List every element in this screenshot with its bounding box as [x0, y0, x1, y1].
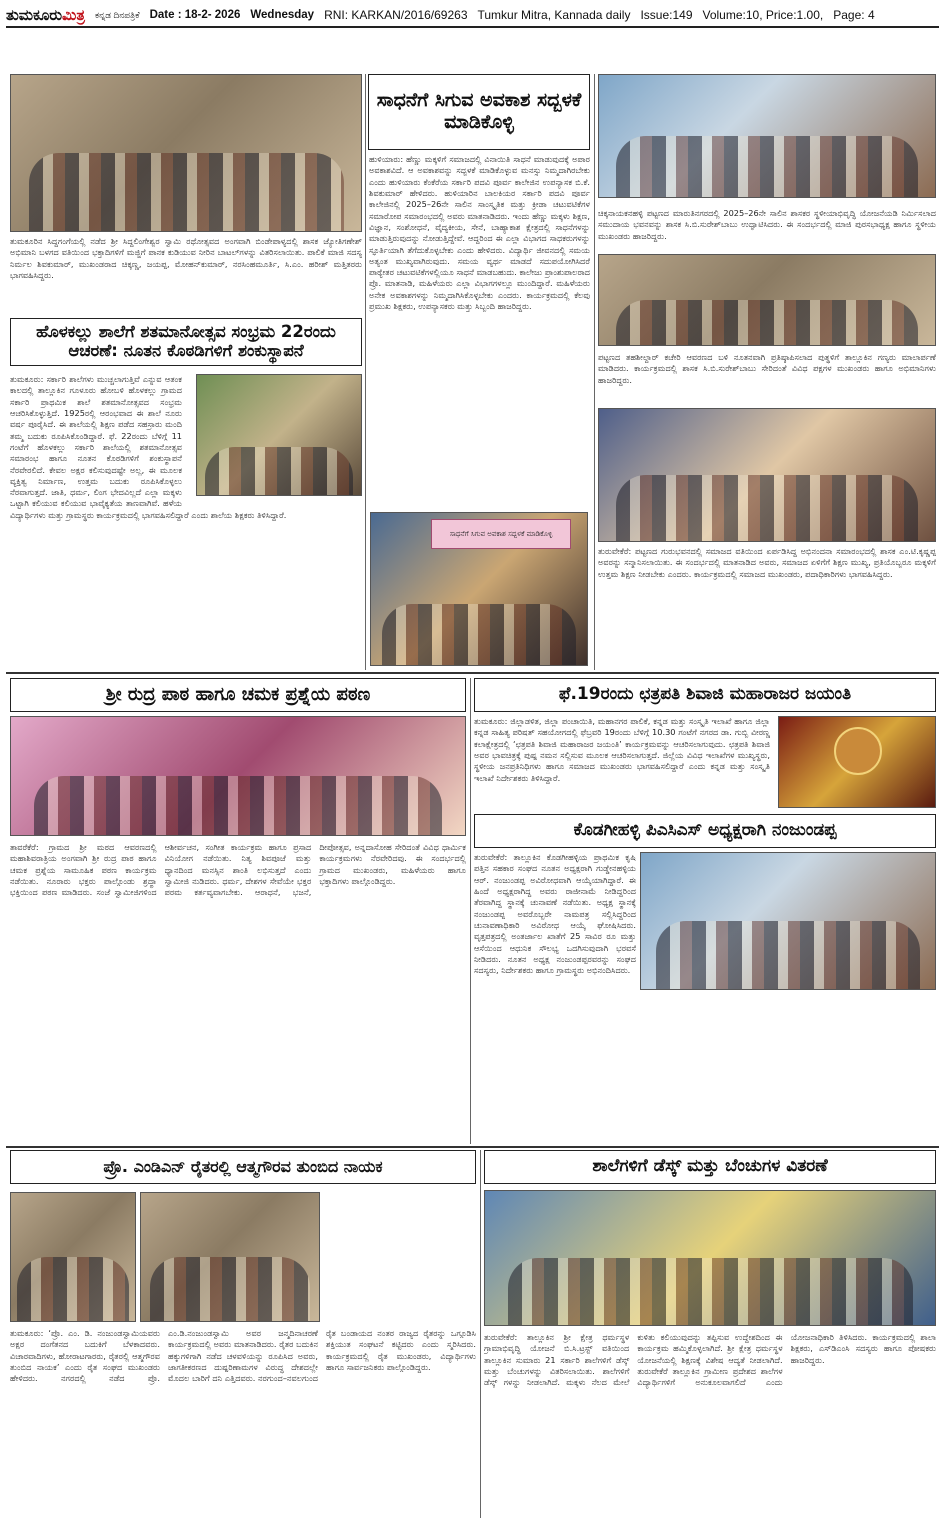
paper-name: Tumkur Mitra, Kannada daily [477, 8, 631, 22]
opportunity-headline: ಸಾಧನೆಗೆ ಸಿಗುವ ಅವಕಾಶ ಸದ್ಬಳಕೆ ಮಾಡಿಕೊಳ್ಳಿ [368, 74, 590, 150]
page-number: Page: 4 [833, 8, 875, 22]
desks-body: ತುರುವೇಕೆರೆ: ತಾಲ್ಲೂಕಿನ ಶ್ರೀ ಕ್ಷೇತ್ರ ಧರ್ಮಸ್ಥಳ ಗ್ರಾಮಾಭಿವೃದ್ಧಿ ಯೋಜನೆ ಬಿ.ಸಿ.ಟ್ರಸ್ಟ್ ವತಿಯಿಂದ ತಾಲ್ಲೂಕಿನ ಸುಮಾರು 21 ಸರ್ಕಾರಿ ಶಾಲೆಗಳಿಗೆ ಡೆಸ್ಕ್ ಮತ್ತು ಬೆಂಚುಗಳನ್ನು ವಿತರಿಸಲಾಯಿತು. ಶಾಲೆಗಳಿಗೆ ಡೆಸ್ಕ್ ಗಳನ್ನು ನೀಡಲಾಗಿದೆ. ಮಕ್ಕಳು ನೆಲದ ಮೇಲೆ ಕುಳಿತು ಕಲಿಯುವುದನ್ನು ತಪ್ಪಿಸುವ ಉದ್ದೇಶದಿಂದ ಈ ಕಾರ್ಯಕ್ರಮ ಹಮ್ಮಿಕೊಳ್ಳಲಾಗಿದೆ. ಶ್ರೀ ಕ್ಷೇತ್ರ ಧರ್ಮಸ್ಥಳ ಯೋಜನೆಯಲ್ಲಿ ಶಿಕ್ಷಣಕ್ಕೆ ವಿಶೇಷ ಆದ್ಯತೆ ನೀಡಲಾಗಿದೆ. ತುರುವೇಕೆರೆ ತಾಲ್ಲೂಕಿನ ಗ್ರಾಮೀಣ ಪ್ರದೇಶದ ಶಾಲೆಗಳ ವಿದ್ಯಾರ್ಥಿಗಳಿಗೆ ಅನುಕೂಲವಾಗಲಿದೆ ಎಂದು ಯೋಜನಾಧಿಕಾರಿ ತಿಳಿಸಿದರು. ಕಾರ್ಯಕ್ರಮದಲ್ಲಿ ಶಾಲಾ ಶಿಕ್ಷಕರು, ಎಸ್‌ಡಿಎಂಸಿ ಸದಸ್ಯರು ಹಾಗೂ ಪೋಷಕರು ಹಾಜರಿದ್ದರು. [484, 1332, 936, 1388]
community-hall-caption: ಚಿಕ್ಕನಾಯಕನಹಳ್ಳಿ ಪಟ್ಟಣದ ಮಾರುತಿನಗರದಲ್ಲಿ 2025–26ನೇ ಸಾಲಿನ ಶಾಸಕರ ಸ್ಥಳೀಯಾಭಿವೃದ್ಧಿ ಯೋಜನೆಯಡಿ ನಿರ್ಮಿಸಲಾದ ಸಮುದಾಯ ಭವನವನ್ನು ಶಾಸಕ ಸಿ.ಬಿ.ಸುರೇಶ್‌ಬಾಬು ಉದ್ಘಾಟಿಸಿದರು. ಈ ಸಂದರ್ಭದಲ್ಲಿ ಮಾಜಿ ಪುರಸಭಾಧ್ಯಕ್ಷ ಹಾಗೂ ಸ್ಥಳೀಯ ಮುಖಂಡರು ಹಾಜರಿದ್ದರು. [598, 208, 936, 241]
column-rule-2 [594, 74, 595, 670]
section-divider-2 [6, 1146, 939, 1148]
shivaji-portrait-photo [778, 716, 936, 808]
festival-photo [10, 74, 362, 232]
masthead [6, 4, 939, 28]
school-headline: ಹೊಳಕಲ್ಲು ಶಾಲೆಗೆ ಶತಮಾನೋತ್ಸವ ಸಂಭ್ರಮ 22ರಂದು ಆಚರಣೆ: ನೂತನ ಕೊಠಡಿಗಳಿಗೆ ಶಂಕುಸ್ಥಾಪನೆ [10, 318, 362, 366]
rni-number: RNI: KARKAN/2016/69263 [324, 8, 468, 22]
felicitation-group-photo [598, 408, 936, 542]
farmers-headline: ಪ್ರೊ. ಎಂಡಿಎನ್ ರೈತರಲ್ಲಿ ಆತ್ಮಗೌರವ ತುಂಬಿದ ನಾಯಕ [10, 1150, 476, 1184]
rudra-body: ತಾವರೆಕೆರೆ: ಗ್ರಾಮದ ಶ್ರೀ ಮಠದ ಆವರಣದಲ್ಲಿ ಮಹಾಶಿವರಾತ್ರಿಯ ಅಂಗವಾಗಿ ಶ್ರೀ ರುದ್ರ ಪಾಠ ಹಾಗೂ ಚಮಕ ಪ್ರಶ್ನೆಯ ಸಾಮೂಹಿಕ ಪಠಣ ಕಾರ್ಯಕ್ರಮ ನಡೆಯಿತು. ನೂರಾರು ಭಕ್ತರು ಪಾಲ್ಗೊಂಡು ಶ್ರದ್ಧಾ ಭಕ್ತಿಯಿಂದ ಪಠಣ ಮಾಡಿದರು. ಸಂಜೆ ಸ್ವಾಮೀಜಿಗಳಿಂದ ಆಶೀರ್ವಚನ, ಸಂಗೀತ ಕಾರ್ಯಕ್ರಮ ಹಾಗೂ ಪ್ರಸಾದ ವಿನಿಯೋಗ ನಡೆಯಿತು. ನಿತ್ಯ ಶಿವಪೂಜೆ ಮತ್ತು ಧ್ಯಾನದಿಂದ ಮನಸ್ಸಿನ ಶಾಂತಿ ಲಭಿಸುತ್ತದೆ ಎಂದು ಸ್ವಾಮೀಜಿ ನುಡಿದರು. ಧರ್ಮ, ದೇಶಗಳ ಸೇವೆಯೇ ಭಕ್ತರ ಪರಮ ಕರ್ತವ್ಯವಾಗಬೇಕು. ಆರಾಧನೆ, ಭಜನೆ, ದೀಪೋತ್ಸವ, ಅನ್ನದಾಸೋಹ ಸೇರಿದಂತೆ ವಿವಿಧ ಧಾರ್ಮಿಕ ಕಾರ್ಯಕ್ರಮಗಳು ನೆರವೇರಿದವು. ಈ ಸಂದರ್ಭದಲ್ಲಿ ಗ್ರಾಮದ ಮುಖಂಡರು, ಮಹಿಳೆಯರು ಹಾಗೂ ಭಕ್ತಾದಿಗಳು ಪಾಲ್ಗೊಂಡಿದ್ದರು. [10, 842, 466, 898]
school-body-text: ತುಮಕೂರು: ಸರ್ಕಾರಿ ಶಾಲೆಗಳು ಮುಚ್ಚಲಾಗುತ್ತಿವೆ ಎನ್ನುವ ಆತಂಕ ಕಾಲದಲ್ಲಿ ತಾಲ್ಲೂಕಿನ ಗೂಳೂರು ಹೋಬಳಿ ಹೊಳಕಲ್ಲು ಗ್ರಾಮದ ಸರ್ಕಾರಿ ಪ್ರಾಥಮಿಕ ಶಾಲೆ ಶತಮಾನೋತ್ಸವದ ಸಂಭ್ರಮ ಆಚರಿಸಿಕೊಳ್ಳುತ್ತಿದೆ. 1925ರಲ್ಲಿ ಆರಂಭವಾದ ಈ ಶಾಲೆ ನೂರು ವರ್ಷ ಪೂರೈಸಿದೆ. ಈ ಶಾಲೆಯಲ್ಲಿ ಶಿಕ್ಷಣ ಪಡೆದ ಸಹಸ್ರಾರು ಮಂದಿ ತಮ್ಮ ಬದುಕು ರೂಪಿಸಿಕೊಂಡಿದ್ದಾರೆ. ಫೆ. 22ರಂದು ಬೆಳಿಗ್ಗೆ 11 ಗಂಟೆಗೆ ಹೊಳಕಲ್ಲು ಸರ್ಕಾರಿ ಶಾಲೆಯಲ್ಲಿ ಶತಮಾನೋತ್ಸವ ಸಮಾರಂಭ ಹಾಗೂ ನೂತನ ಕೊಠಡಿಗಳಿಗೆ ಶಂಕುಸ್ಥಾಪನೆ ನೆರವೇರಲಿದೆ. ಕೇವಲ ಅಕ್ಷರ ಕಲಿಸುವುದಷ್ಟೇ ಅಲ್ಲ, ಈ ಮೂಲಕ ವ್ಯಕ್ತಿತ್ವ ನಿರ್ಮಾಣ, ಉತ್ತಮ ಬದುಕು ರೂಪಿಸಿಕೊಳ್ಳಲು ನೆರವಾಗುತ್ತದೆ. ಜಾತಿ, ಧರ್ಮ, ಲಿಂಗ ಭೇದವಿಲ್ಲದೆ ಎಲ್ಲಾ ಮಕ್ಕಳು ಒಟ್ಟಾಗಿ ಕಲಿಯುವ ಕಲಿಯುವ ಭಾವೈಕ್ಯತೆಯ ತಾಣವಾಗಿವೆ. ಹಳೆಯ ವಿದ್ಯಾರ್ಥಿಗಳು ಮತ್ತು ಗ್ರಾಮಸ್ಥರು ಕಾರ್ಯಕ್ರಮದಲ್ಲಿ ಭಾಗವಹಿಸಲಿದ್ದಾರೆ ಎಂದು ಶಾಲೆಯ ಶಿಕ್ಷಕರು ತಿಳಿಸಿದ್ದಾರೆ. [10, 374, 287, 520]
weekday: Wednesday [250, 9, 315, 21]
pacs-body-text: ತುರುವೇಕೆರೆ: ತಾಲ್ಲೂಕಿನ ಕೊಡಗೀಹಳ್ಳಿಯ ಪ್ರಾಥಮಿಕ ಕೃಷಿ ಪತ್ತಿನ ಸಹಕಾರ ಸಂಘದ ನೂತನ ಅಧ್ಯಕ್ಷರಾಗಿ ಗುಡ್ಡೇನಹಳ್ಳಿಯ ಆರ್. ನಂಜುಂಡಪ್ಪ ಅವಿರೋಧವಾಗಿ ಆಯ್ಕೆಯಾಗಿದ್ದಾರೆ. ಈ ಹಿಂದೆ ಅಧ್ಯಕ್ಷರಾಗಿದ್ದ ಅವರು ರಾಜೀನಾಮೆ ನೀಡಿದ್ದರಿಂದ ತೆರವಾಗಿದ್ದ ಸ್ಥಾನಕ್ಕೆ ಚುನಾವಣೆ ನಡೆಯಿತು. ಅಧ್ಯಕ್ಷ ಸ್ಥಾನಕ್ಕೆ ನಂಜುಂಡಪ್ಪ ಅವರೊಬ್ಬರೇ ನಾಮಪತ್ರ ಸಲ್ಲಿಸಿದ್ದರಿಂದ ಚುನಾವಣಾಧಿಕಾರಿ ಅವಿರೋಧ ಆಯ್ಕೆ ಘೋಷಿಸಿದರು. ವೃತ್ತಪತ್ರದಲ್ಲಿ ಅಂತರ್ಜಾಲ ಖಾತೆಗೆ 25 ಸಾವಿರ ರೂ ಮತ್ತು ಆಸೆಯಿಂದ ಆಧುನಿಕ ಸೌಲಭ್ಯ ಒದಗಿಸುವುದಾಗಿ ಭರವಸೆ ನೀಡಿದರು. ನೂತನ ಅಧ್ಯಕ್ಷ ನಂಜುಂಡಪ್ಪರವರನ್ನು ಸಂಘದ ಸದಸ್ಯರು, ನಿರ್ದೇಶಕರು ಹಾಗೂ ಗ್ರಾಮಸ್ಥರು ಅಭಿನಂದಿಸಿದರು. [474, 852, 636, 976]
section-divider [6, 672, 939, 674]
community-hall-photo [598, 74, 936, 198]
shivaji-headline: ಫೆ.19ರಂದು ಛತ್ರಪತಿ ಶಿವಾಜಿ ಮಹಾರಾಜರ ಜಯಂತಿ [474, 678, 936, 712]
rudra-headline: ಶ್ರೀ ರುದ್ರ ಪಾಠ ಹಾಗೂ ಚಮಕ ಪ್ರಶ್ನೆಯ ಪಠಣ [10, 678, 466, 712]
event-banner: ಸಾಧನೆಗೆ ಸಿಗುವ ಅವಕಾಶ ಸದ್ಬಳಕೆ ಮಾಡಿಕೊಳ್ಳಿ [431, 519, 571, 549]
statue-garland-caption: ಪಟ್ಟಣದ ತಹಶೀಲ್ದಾರ್ ಕಚೇರಿ ಆವರಣದ ಬಳಿ ನೂತನವಾಗಿ ಪ್ರತಿಷ್ಠಾಪಿಸಲಾದ ಪುತ್ಥಳಿಗೆ ತಾಲ್ಲೂಕಿನ ಗಣ್ಯರು ಮಾಲಾರ್ಪಣೆ ಮಾಡಿದರು. ಕಾರ್ಯಕ್ರಮದಲ್ಲಿ ಶಾಸಕ ಸಿ.ಬಿ.ಸುರೇಶ್‌ಬಾಬು ಸೇರಿದಂತೆ ವಿವಿಧ ಪಕ್ಷಗಳ ಮುಖಂಡರು ಹಾಗೂ ಅಭಿಮಾನಿಗಳು ಹಾಜರಿದ್ದರು. [598, 352, 936, 385]
college-event-photo [370, 512, 588, 666]
felicitation-caption: ತುರುವೇಕೆರೆ: ಪಟ್ಟಣದ ಗುರುಭವನದಲ್ಲಿ ಸಮಾಜದ ವತಿಯಿಂದ ಏರ್ಪಡಿಸಿದ್ದ ಅಭಿನಂದನಾ ಸಮಾರಂಭದಲ್ಲಿ ಶಾಸಕ ಎಂ.ಟಿ.ಕೃಷ್ಣಪ್ಪ ಅವರನ್ನು ಸನ್ಮಾನಿಸಲಾಯಿತು. ಈ ಸಂದರ್ಭದಲ್ಲಿ ಮಾತನಾಡಿದ ಅವರು, ಸಮಾಜದ ಏಳಿಗೆಗೆ ಶಿಕ್ಷಣ ಮುಖ್ಯ, ಪ್ರತಿಯೊಬ್ಬರೂ ಮಕ್ಕಳಿಗೆ ಉತ್ತಮ ಶಿಕ್ಷಣ ನೀಡಬೇಕು ಎಂದರು. ಕಾರ್ಯಕ್ರಮದಲ್ಲಿ ಸಮಾಜದ ಮುಖಂಡರು, ಪದಾಧಿಕಾರಿಗಳು ಭಾಗವಹಿಸಿದ್ದರು. [598, 546, 936, 579]
column-rule-4 [480, 1150, 481, 1518]
pacs-body [474, 852, 936, 1142]
festival-caption: ತುಮಕೂರಿನ ಸಿದ್ದಗಂಗೆಯಲ್ಲಿ ನಡೆದ ಶ್ರೀ ಸಿದ್ದಲಿಂಗೇಶ್ವರ ಸ್ವಾಮಿ ರಥೋತ್ಸವದ ಅಂಗವಾಗಿ ಬಿಂಡೇಪಾಳ್ಯದಲ್ಲಿ ಶಾಸಕ ಜ್ಯೋತಿಗಣೇಶ್ ಅಭಿಮಾನಿ ಬಳಗದ ವತಿಯಿಂದ ಭಕ್ತಾದಿಗಳಿಗೆ ಮಜ್ಜಿಗೆ ಪಾನಕ ಕುಡಿಯುವ ನೀರಿನ ಬಾಟಲ್‌ಗಳನ್ನು ವಿತರಿಸಲಾಯಿತು. ಪಾಲಿಕೆ ಮಾಜಿ ಸದಸ್ಯ ನಿರ್ಮಲ ಶಿವಕುಮಾರ್, ಮುಖಂಡರಾದ ಚಿಕ್ಕಣ್ಣ, ಜಯಪ್ಪ, ಮೋಹನ್‌ಕುಮಾರ್, ನರಸಿಂಹಮೂರ್ತಿ, ಸಿ.ಎಂ. ಹರೀಶ್ ಮತ್ತಿತರರು ಭಾಗವಹಿಸಿದ್ದರು. [10, 236, 362, 280]
shivaji-body: ತುಮಕೂರು: ಜಿಲ್ಲಾಡಳಿತ, ಜಿಲ್ಲಾ ಪಂಚಾಯಿತಿ, ಮಹಾನಗರ ಪಾಲಿಕೆ, ಕನ್ನಡ ಮತ್ತು ಸಂಸ್ಕೃತಿ ಇಲಾಖೆ ಹಾಗೂ ಜಿಲ್ಲಾ ಕನ್ನಡ ಸಾಹಿತ್ಯ ಪರಿಷತ್ ಸಹಯೋಗದಲ್ಲಿ ಫೆಬ್ರವರಿ 19ರಂದು ಬೆಳಿಗ್ಗೆ 10.30 ಗಂಟೆಗೆ ನಗರದ ಡಾ. ಗುಬ್ಬಿ ವೀರಣ್ಣ ಕಲಾಕ್ಷೇತ್ರದಲ್ಲಿ ‘ಛತ್ರಪತಿ ಶಿವಾಜಿ ಮಹಾರಾಜರ ಜಯಂತಿ’ ಕಾರ್ಯಕ್ರಮವನ್ನು ಆಚರಿಸಲಾಗುವುದು. ಛತ್ರಪತಿ ಶಿವಾಜಿ ಅವರ ಭಾವಚಿತ್ರಕ್ಕೆ ಪುಷ್ಪ ನಮನ ಸಲ್ಲಿಸುವ ಮೂಲಕ ಆಚರಿಸಲಾಗುತ್ತದೆ. ಜಿಲ್ಲೆಯ ವಿವಿಧ ಇಲಾಖೆಗಳ ಮುಖ್ಯಸ್ಥರು, ಸ್ಥಳೀಯ ಜನಪ್ರತಿನಿಧಿಗಳು ಹಾಗೂ ಸಮಾಜದ ಮುಖಂಡರು ಭಾಗವಹಿಸಲಿದ್ದಾರೆ ಎಂದು ಕನ್ನಡ ಮತ್ತು ಸಂಸ್ಕೃತಿ ಇಲಾಖೆ ನಿರ್ದೇಶಕರು ತಿಳಿಸಿದ್ದಾರೆ. [474, 716, 770, 783]
column-rule-3 [470, 678, 471, 1144]
farmers-body: ತುಮಕೂರು: ‘ಪ್ರೊ. ಎಂ. ಡಿ. ನಂಜುಂಡಸ್ವಾಮಿಯವರು ಅಕ್ಷರ ದಂಗೆತನದ ಬದುಕಿಗೆ ಬೆಳಕಾದವರು. ವಿಚಾರವಾದಿಗಳು, ಹೋರಾಟಗಾರರು, ರೈತರಲ್ಲಿ ಆತ್ಮಗೌರವ ತುಂಬಿದ ನಾಯಕ’ ಎಂದು ರೈತ ಸಂಘದ ಮುಖಂಡರು ಹೇಳಿದರು. ನಗರದಲ್ಲಿ ನಡೆದ ಪ್ರೊ. ಎಂ.ಡಿ.ನಂಜುಂಡಸ್ವಾಮಿ ಅವರ ಜನ್ಮದಿನಾಚರಣೆ ಕಾರ್ಯಕ್ರಮದಲ್ಲಿ ಅವರು ಮಾತನಾಡಿದರು. ರೈತರ ಬದುಕಿನ ಹಕ್ಕುಗಳಿಗಾಗಿ ನಡೆದ ಚಳವಳಿಯನ್ನು ರೂಪಿಸಿದ ಅವರು, ಜಾಗತೀಕರಣದ ದುಷ್ಪರಿಣಾಮಗಳ ವಿರುದ್ಧ ದೇಶದಲ್ಲೇ ಮೊದಲ ಬಾರಿಗೆ ದನಿ ಎತ್ತಿದವರು. ನರಗುಂದ–ನವಲಗುಂದ ರೈತ ಬಂಡಾಯದ ನಂತರ ರಾಜ್ಯದ ರೈತರನ್ನು ಒಗ್ಗೂಡಿಸಿ ಶಕ್ತಿಯುತ ಸಂಘಟನೆ ಕಟ್ಟಿದರು ಎಂದು ಸ್ಮರಿಸಿದರು. ಕಾರ್ಯಕ್ರಮದಲ್ಲಿ ರೈತ ಮುಖಂಡರು, ವಿದ್ಯಾರ್ಥಿಗಳು ಹಾಗೂ ಸಾರ್ವಜನಿಕರು ಪಾಲ್ಗೊಂಡಿದ್ದರು. [10, 1328, 476, 1384]
pacs-headline: ಕೊಡಗೀಹಳ್ಳಿ ಪಿಎಸಿಎಸ್ ಅಧ್ಯಕ್ಷರಾಗಿ ನಂಜುಂಡಪ್ಪ [474, 814, 936, 848]
issue-number: Issue:149 [640, 8, 693, 22]
newspaper-logo: ತುಮಕೂರುಮಿತ್ರ [6, 6, 85, 24]
desks-distribution-photo [484, 1190, 936, 1326]
school-body [10, 374, 362, 666]
rudra-chanting-photo [10, 716, 466, 836]
statue-garland-photo [598, 254, 936, 346]
issue-date: Date : 18-2- 2026 [149, 9, 241, 21]
opportunity-body: ಹುಳಿಯಾರು: ಹೆಣ್ಣು ಮಕ್ಕಳಿಗೆ ಸಮಾಜದಲ್ಲಿ ವಿನಾಯಿತಿ ಸಾಧನೆ ಮಾಡುವುದಕ್ಕೆ ಅಪಾರ ಅವಕಾಶವಿದೆ. ಆ ಅವಕಾಶವನ್ನು ಸದ್ಬಳಕೆ ಮಾಡಿಕೊಳ್ಳುವ ಮನಸ್ಸು ನಿಮ್ಮದಾಗಿರಬೇಕು ಎಂದು ಹುಳಿಯಾರು ಕೆಂಕೆರೆಯ ಸರ್ಕಾರಿ ಪದವಿ ಪೂರ್ವ ಕಾಲೇಜಿನ ಉಪನ್ಯಾಸಕ ಬಿ.ಕೆ. ಶಿವಕುಮಾರ್ ಹೇಳಿದರು. ಹುಳಿಯಾರಿನ ಬಾಲಕಿಯರ ಸರ್ಕಾರಿ ಪದವಿ ಪೂರ್ವ ಕಾಲೇಜಿನಲ್ಲಿ 2025–26ನೇ ಸಾಲಿನ ಸಾಂಸ್ಕೃತಿಕ ಮತ್ತು ಕ್ರೀಡಾ ಚಟುವಟಿಕೆಗಳ ಸಮಾರೋಪ ಸಮಾರಂಭದಲ್ಲಿ ಅವರು ಮಾತನಾಡಿದರು. ಇಂದು ಹೆಣ್ಣು ಮಕ್ಕಳು ಶಿಕ್ಷಣ, ವಿಜ್ಞಾನ, ಸಂಶೋಧನೆ, ವೈದ್ಯಕೀಯ, ಸೇನೆ, ಬಾಹ್ಯಾಕಾಶ ಕ್ಷೇತ್ರದಲ್ಲಿ ಸಾಧನೆಗಳನ್ನು ಮಾಡುತ್ತಿರುವುದನ್ನು ನೋಡುತ್ತಿದ್ದೇವೆ. ಆದ್ದರಿಂದ ಈ ಎಲ್ಲಾ ವಿಭಾಗದ ಸಾಧಕರುಗಳನ್ನು ಸ್ಫೂರ್ತಿಯಾಗಿ ತೆಗೆದುಕೊಳ್ಳಬೇಕು ಎಂದು ಹೇಳಿದರು. ವಿದ್ಯಾರ್ಥಿ ಜೀವನದಲ್ಲಿ ಸಮಯ ಅತ್ಯಂತ ಮುಖ್ಯವಾಗಿರುವುದು. ಸಮಯ ವ್ಯರ್ಥ ಮಾಡದೆ ಸದುಪಯೋಗಿಸಿದರೆ ಪಾಠ್ಯೇತರ ಚಟುವಟಿಕೆಗಳಲ್ಲಿಯೂ ಸಾಧನೆ ಮಾಡಬಹುದು. ಕಾಲೇಜು ಪ್ರಾಂಶುಪಾಲರಾದ ಪ್ರೊ. ಮಾತನಾಡಿ, ಮಹಿಳೆಯರು ಎಲ್ಲಾ ವಿಭಾಗಗಳಲ್ಲೂ ಮುಂದಿದ್ದಾರೆ. ಮಹಿಳೆಯರು ಅನೇಕ ಅವಕಾಶಗಳನ್ನು ನಿಮ್ಮದಾಗಿಸಿಕೊಳ್ಳಬೇಕು ಎಂದರು. ಕಾರ್ಯಕ್ರಮದಲ್ಲಿ ಕೆಲವು ಪ್ರಮುಖ ಶಿಕ್ಷಕರು, ಉಪನ್ಯಾಸಕರು ಮತ್ತು ಸಿಬ್ಬಂದಿ ಹಾಜರಿದ್ದರು. [369, 154, 590, 312]
column-rule-1 [365, 74, 366, 670]
farmers-event-photo-right [140, 1192, 320, 1322]
volume-price: Volume:10, Price:1.00, [702, 8, 824, 22]
farmers-event-photo-left [10, 1192, 136, 1322]
tagline: ಕನ್ನಡ ದಿನಪತ್ರಿಕೆ [94, 9, 140, 20]
desks-headline: ಶಾಲೆಗಳಿಗೆ ಡೆಸ್ಕ್ ಮತ್ತು ಬೆಂಚುಗಳ ವಿತರಣೆ [484, 1150, 936, 1184]
